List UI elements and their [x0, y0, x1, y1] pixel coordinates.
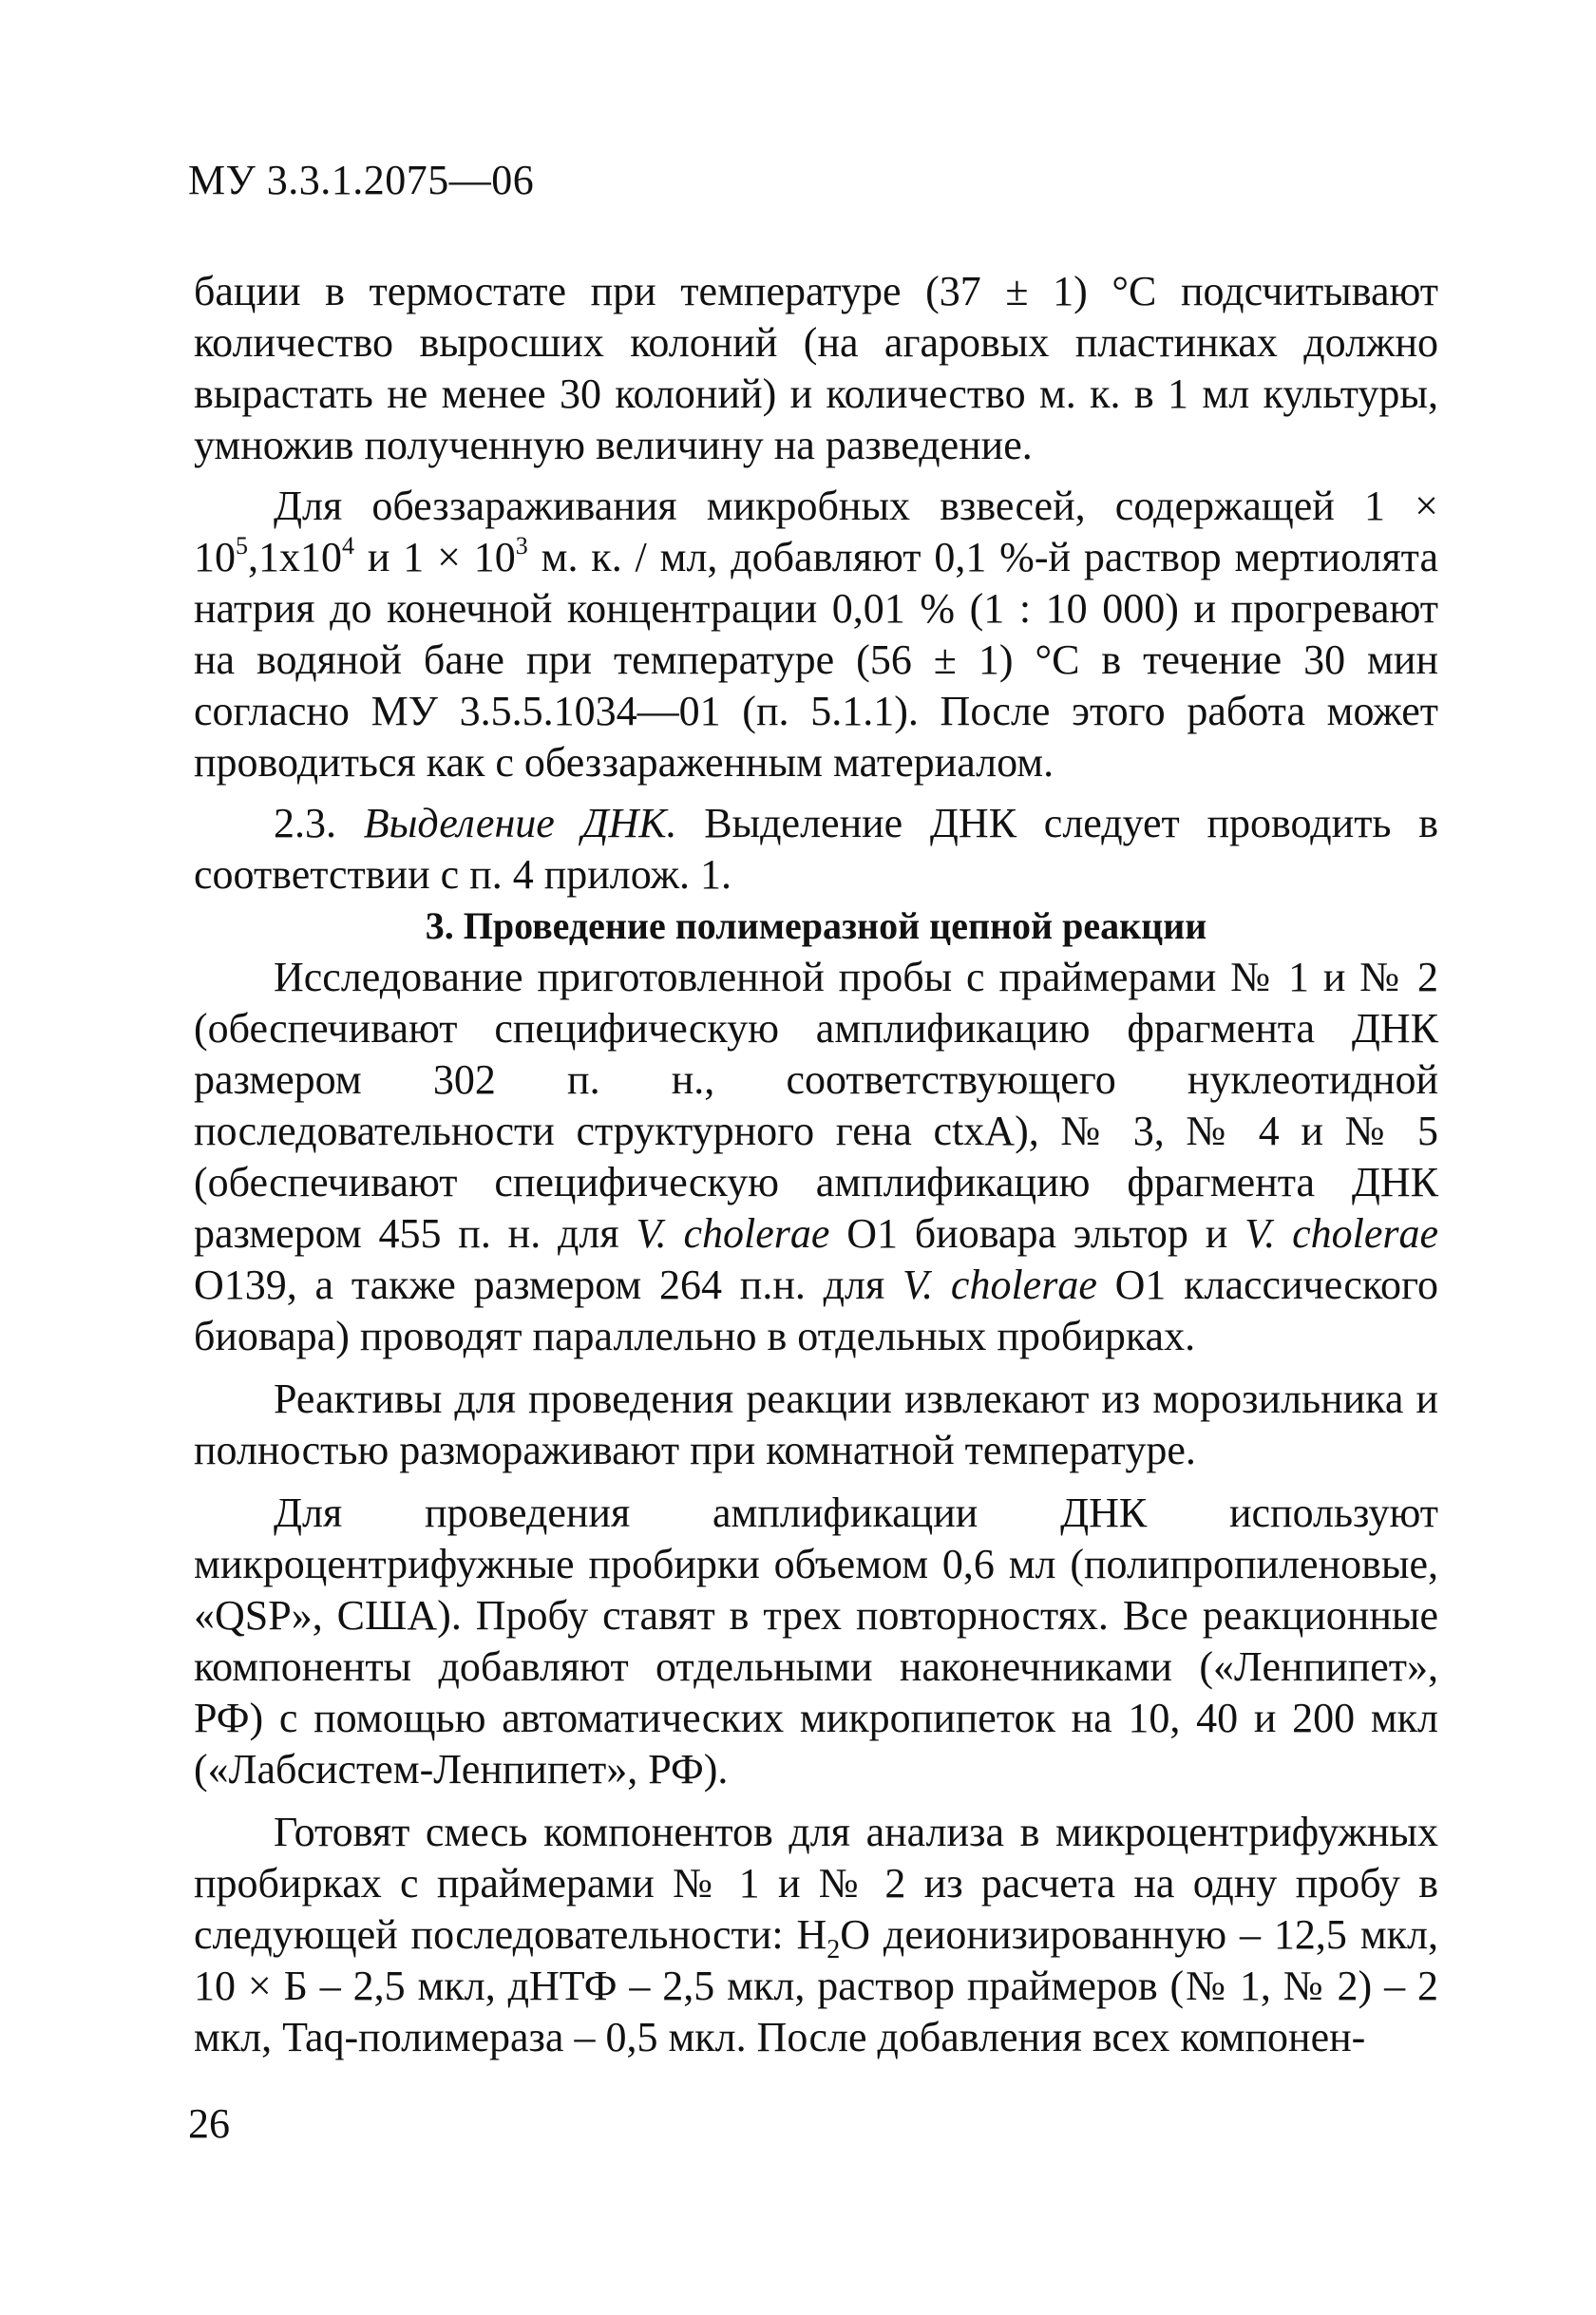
paragraph-disinfection-text: Для обеззараживания микробных взвесей, содержащей 1 × 10: [194, 483, 1438, 580]
paragraph-reagents: Реактивы для проведения реакции извлекают из морозильника и полностью размораживают при комнатной температуре.: [194, 1376, 1438, 1473]
document-code-header: МУ 3.3.1.2075—06: [188, 157, 535, 203]
paragraph-primers: [194, 952, 1438, 1362]
species-name: V. cholerae: [1244, 1210, 1439, 1257]
subsection-text: Выделение ДНК следует проводить в соответствии с п. 4 прилож. 1.: [194, 800, 1438, 898]
subscript: 2: [826, 1934, 841, 1964]
paragraph-primers-text: O1 классического биовара) проводят параллельно в отдельных пробирках.: [194, 1262, 1439, 1359]
exponent: 3: [515, 532, 528, 560]
paragraph-primers-text: O1 биовара эльтор и: [829, 1210, 1245, 1257]
subsection-dna-extraction: [194, 798, 1438, 901]
paragraph-disinfection-text: ,1х10: [248, 534, 342, 580]
paragraph-mix-text: O деионизированную – 12,5 мкл, 10 × Б – 2,5 мкл, дНТФ – 2,5 мкл, раствор праймеров (№ 1, № 2) – 2 мкл, Taq-полимераза – 0,5 мкл. После добавления всех компонен-: [194, 1911, 1438, 2060]
section-heading: 3. Проведение полимеразной цепной реакции: [425, 904, 1207, 947]
exponent: 4: [342, 532, 354, 560]
paragraph-mix-text: Готовят смесь компонентов для анализа в микроцентрифужных пробирках с праймерами № 1 и № 2 из расчета на одну пробу в следующей последовательности: H: [194, 1809, 1438, 1958]
species-name: V. cholerae: [636, 1210, 830, 1257]
subsection-number: 2.3.: [274, 800, 364, 846]
paragraph-primers-text: Исследование приготовленной пробы с праймерами № 1 и № 2 (обеспечивают специфическую амплификацию фрагмента ДНК размером 302 п. н., соответствующего нуклеотидной последовательности структурного гена ctxA), № 3, № 4 и № 5 (обеспечивают специфическую амплификацию фрагмента ДНК размером 455 п. н. для: [194, 954, 1438, 1257]
paragraph-disinfection: [194, 481, 1438, 788]
paragraph-disinfection-text: и 1 × 10: [354, 534, 516, 580]
page-body: [194, 266, 1438, 2063]
paragraph-primers-text: O139, а также размером 264 п.н. для: [194, 1262, 902, 1308]
paragraph-amplification-tubes: Для проведения амплификации ДНК используют микроцентрифужные пробирки объемом 0,6 мл (полипропиленовые, «QSP», США). Пробу ставят в трех повторностях. Все реакционные компоненты добавляют отдельными наконечниками («Ленпипет», РФ) с помощью автоматических микропипеток на 10, 40 и 200 мкл («Лабсистем-Ленпипет», РФ).: [194, 1490, 1438, 1793]
subsection-title: Выделение ДНК.: [363, 800, 677, 846]
species-name: V. cholerae: [902, 1262, 1097, 1308]
paragraph-mix-preparation: [194, 1807, 1438, 2063]
page-number: 26: [188, 2100, 230, 2147]
exponent: 5: [236, 532, 248, 560]
paragraph-continued: бации в термостате при температуре (37 ± 1) °С подсчитывают количество выросших колоний (на агаровых пластинках должно вырастать не менее 30 колоний) и количество м. к. в 1 мл культуры, умножив полученную величину на разведение.: [194, 268, 1438, 468]
paragraph-disinfection-text: м. к. / мл, добавляют 0,1 %-й раствор мертиолята натрия до конечной концентрации 0,01 % (1 : 10 000) и прогревают на водяной бане при температуре (56 ± 1) °С в течение 30 мин согласно МУ 3.5.5.1034—01 (п. 5.1.1). После этого работа может проводиться как с обеззараженным материалом.: [194, 534, 1438, 786]
